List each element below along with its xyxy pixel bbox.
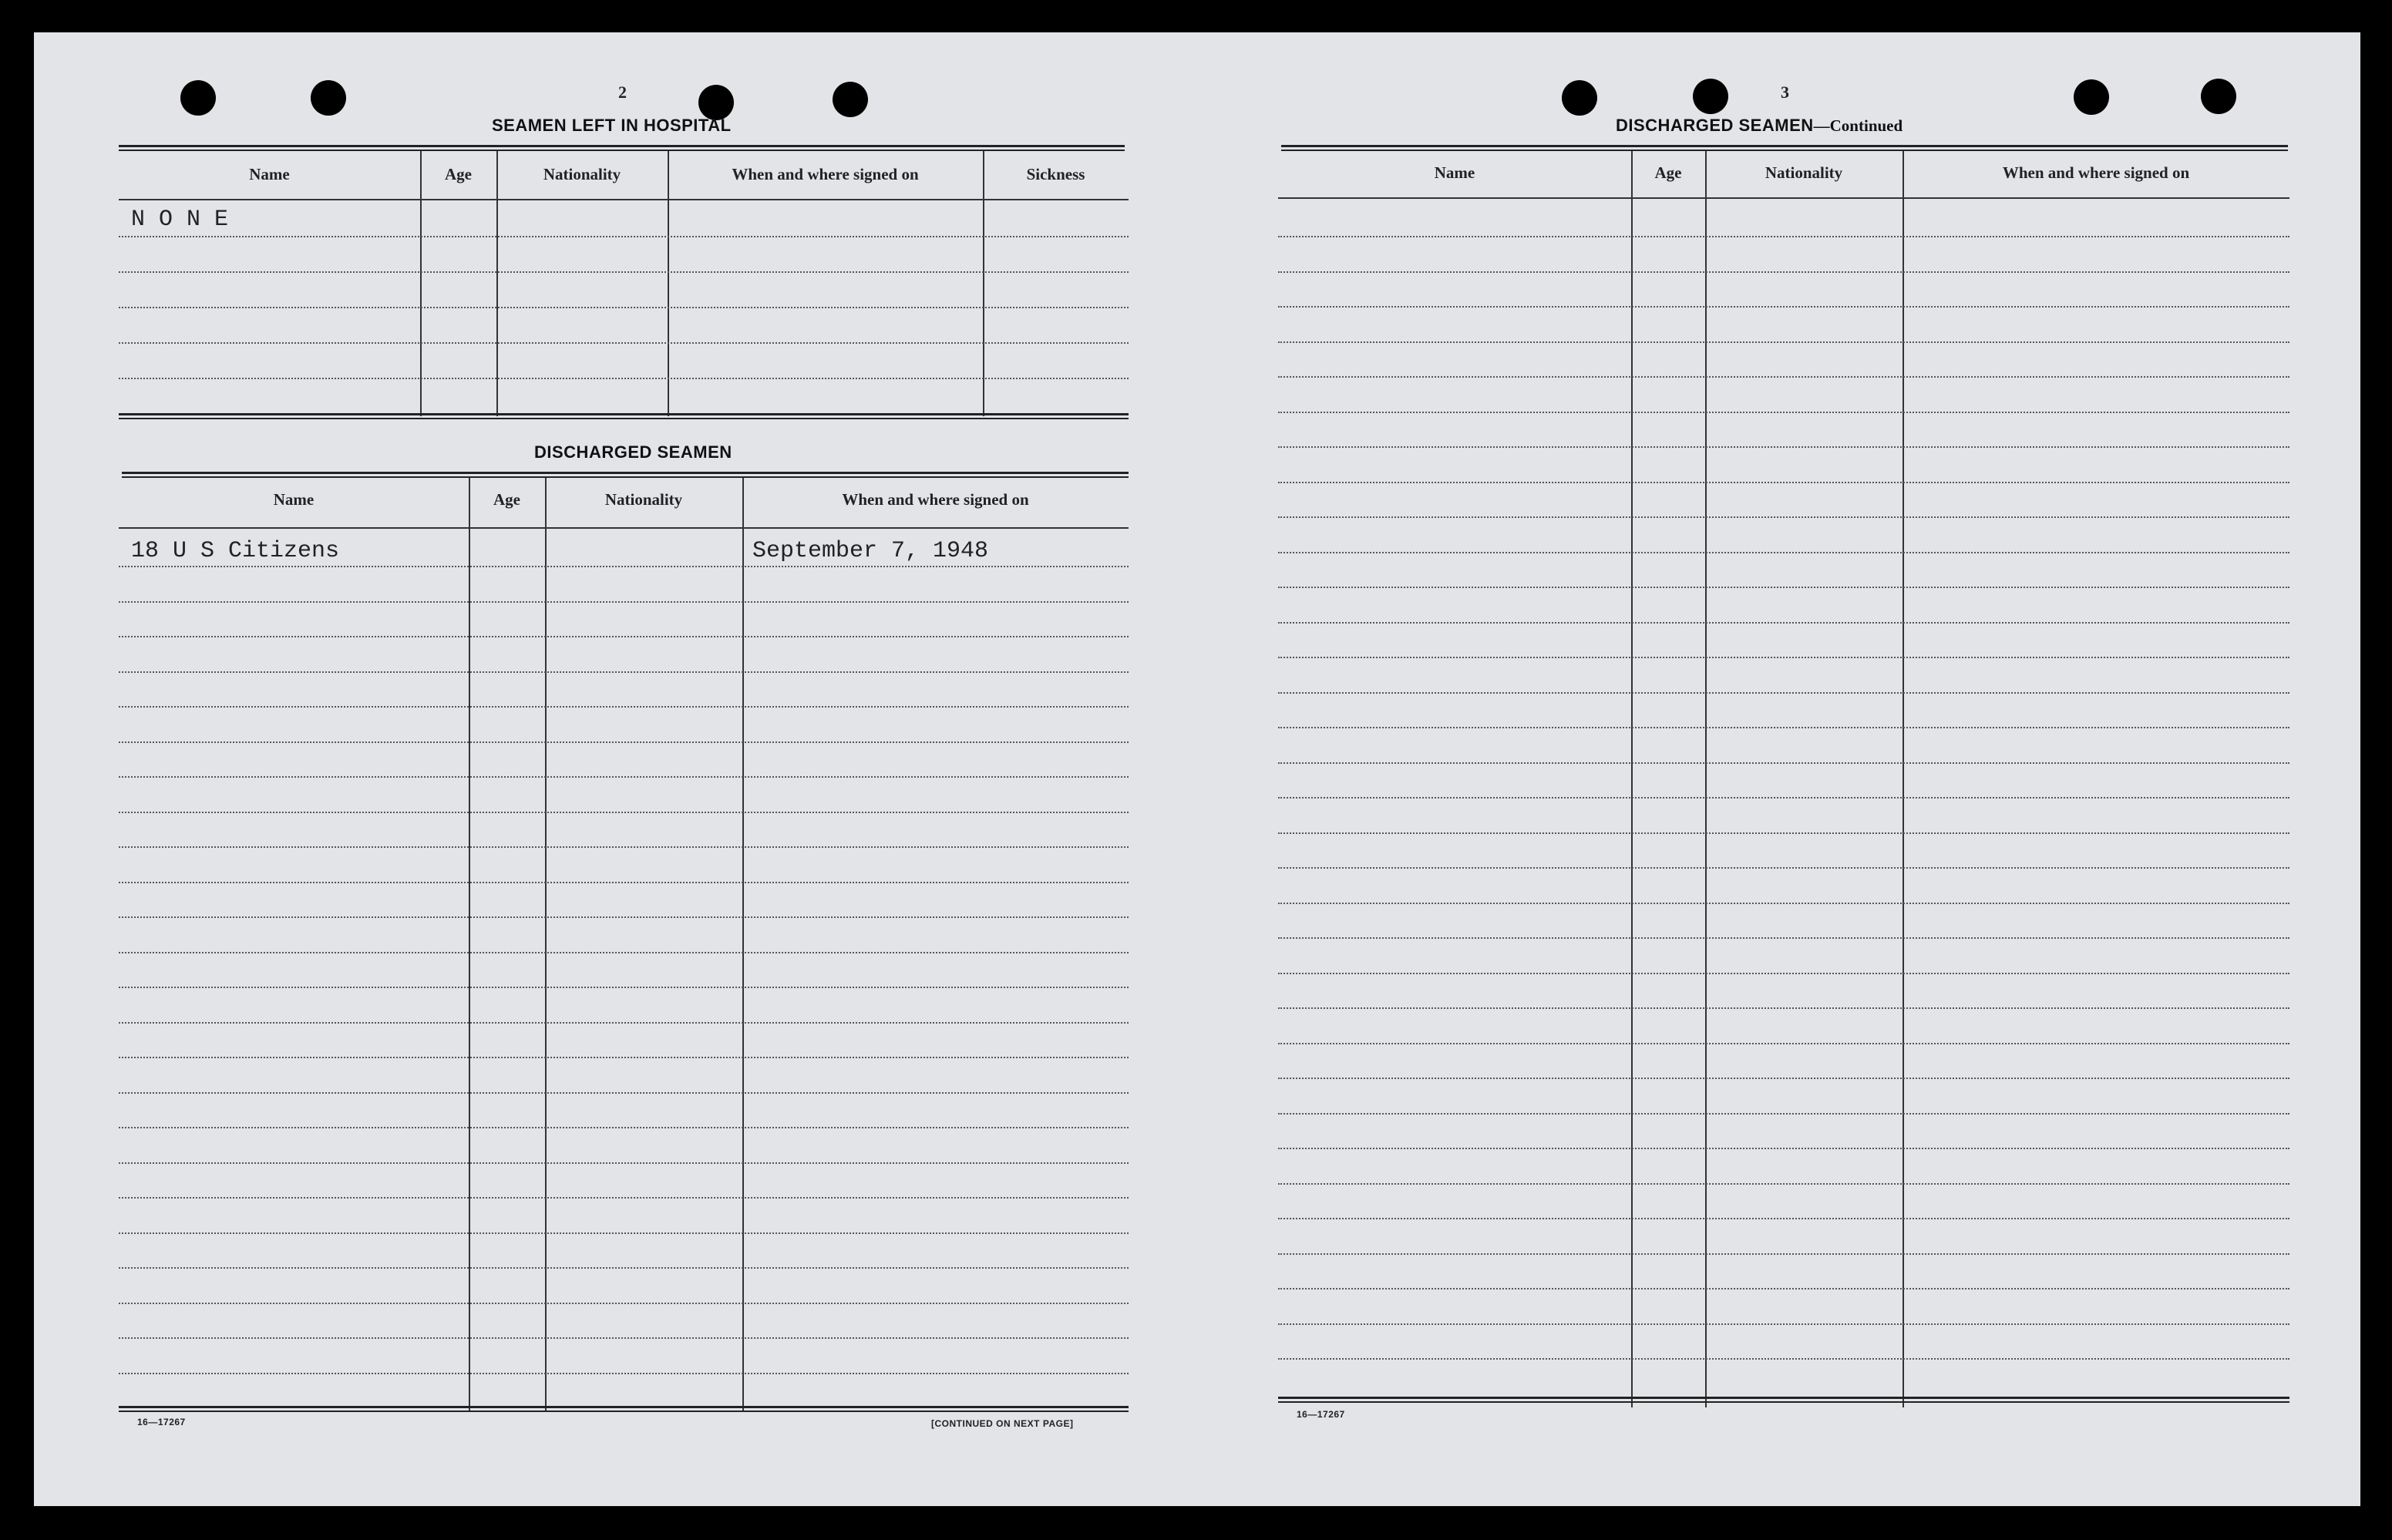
ruled-line [1278,1358,2289,1360]
ruled-line [119,601,1129,603]
ruled-line [119,1303,1129,1304]
ruled-line [1278,271,2289,273]
col-header-age: Age [1654,163,1682,182]
ruled-line [1278,1323,2289,1325]
ruled-line [1278,1253,2289,1255]
ruled-line [1278,1007,2289,1009]
discharged-entry-signed-on: September 7, 1948 [752,538,989,564]
punch-hole [2074,79,2109,115]
col-header-signed-on: When and where signed on [842,490,1029,509]
ruled-line [1278,903,2289,904]
section-title-discharged: DISCHARGED SEAMEN [534,442,732,462]
ruled-line [1278,446,2289,448]
title-suffix: —Continued [1813,116,1903,135]
ruled-line [119,987,1129,988]
ruled-line [1278,552,2289,553]
document-sheet [34,32,2360,1506]
ruled-line [119,952,1129,953]
ruled-line [1278,937,2289,939]
ruled-line [1278,867,2289,869]
ruled-line [119,1197,1129,1199]
ruled-line [119,1127,1129,1128]
ruled-line [1278,1183,2289,1185]
ruled-line [119,846,1129,848]
ruled-line [1278,727,2289,728]
ruled-line [1278,1043,2289,1044]
col-header-sickness: Sickness [1026,165,1085,183]
ruled-line [1278,692,2289,694]
ruled-line [119,741,1129,743]
punch-hole [1562,80,1597,116]
ruled-line [119,1373,1129,1374]
ruled-line [1278,1113,2289,1115]
page-number: 2 [618,82,627,102]
col-header-signed-on: When and where signed on [2002,163,2190,182]
ruled-line [119,1232,1129,1234]
ruled-line [1278,412,2289,413]
ruled-line [119,1022,1129,1024]
ruled-line [1278,797,2289,799]
section-title-discharged-continued [1616,116,1902,136]
ruled-line [1278,1218,2289,1219]
ruled-line [1278,1148,2289,1149]
ruled-line [119,776,1129,778]
ruled-line [1278,376,2289,378]
hospital-entry-name: N O N E [131,207,229,233]
ruled-line [1278,341,2289,343]
ruled-line [1278,973,2289,974]
col-header-signed-on: When and where signed on [732,165,919,183]
punch-hole [180,80,216,116]
col-header-name: Name [273,490,315,509]
punch-hole [2201,79,2236,114]
ruled-line [1278,657,2289,658]
form-number: 16—17267 [137,1417,186,1427]
punch-hole [311,80,346,116]
col-header-age: Age [493,490,520,509]
form-number: 16—17267 [1297,1409,1345,1420]
col-header-name: Name [249,165,290,183]
title-text: DISCHARGED SEAMEN [1616,116,1814,135]
ruled-line [119,1337,1129,1339]
ruled-line [1278,516,2289,518]
continued-note: [CONTINUED ON NEXT PAGE] [931,1418,1074,1429]
ruled-line [119,706,1129,708]
ruled-line [119,566,1129,567]
ruled-line [119,636,1129,637]
ruled-line [1278,482,2289,483]
ruled-line [1278,832,2289,834]
ruled-line [1278,1078,2289,1079]
ruled-line [1278,306,2289,308]
ruled-line [1278,762,2289,764]
page-number: 3 [1781,82,1789,102]
punch-hole [1693,79,1728,114]
ruled-line [119,1057,1129,1058]
ruled-line [1278,587,2289,588]
ruled-line [119,1162,1129,1164]
section-title-hospital: SEAMEN LEFT IN HOSPITAL [492,116,732,135]
discharged-entry-name: 18 U S Citizens [131,538,340,564]
ruled-line [1278,236,2289,237]
ruled-line [1278,1288,2289,1289]
col-header-age: Age [445,165,472,183]
col-header-nationality: Nationality [604,490,683,509]
ruled-line [1278,622,2289,624]
col-header-nationality: Nationality [543,165,621,183]
ruled-line [119,916,1129,918]
ruled-line [119,882,1129,883]
col-header-nationality: Nationality [1765,163,1843,182]
ruled-line [119,812,1129,813]
ruled-line [119,671,1129,673]
punch-hole [833,82,868,117]
ruled-line [119,1267,1129,1269]
ruled-line [119,1092,1129,1094]
col-header-name: Name [1434,163,1475,182]
